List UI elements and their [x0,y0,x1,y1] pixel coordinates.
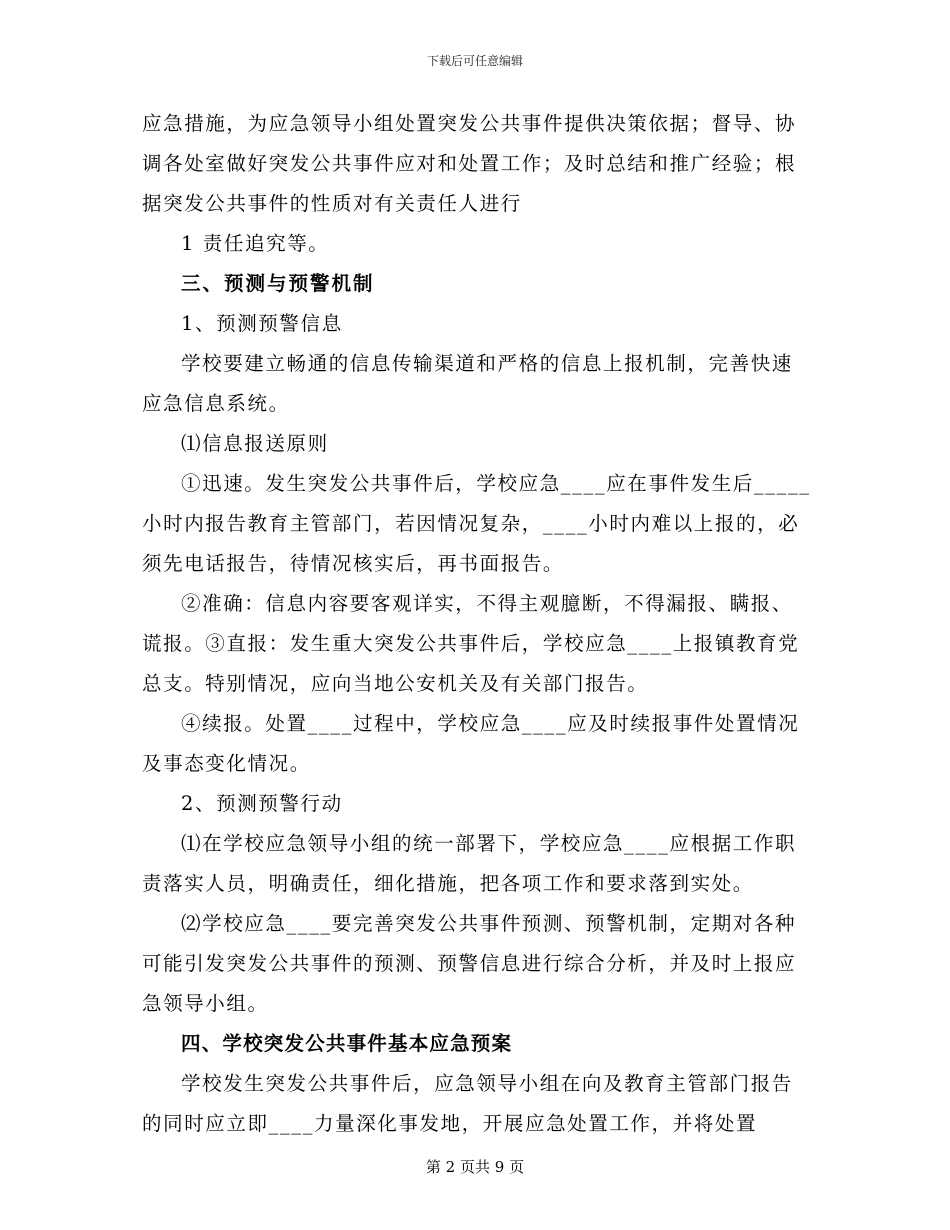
paragraph: 应急措施，为应急领导小组处置突发公共事件提供决策依据；督导、协调各处室做好突发公共事件应对和处置工作；及时总结和推广经验；根据突发公共事件的性质对有关责任人进行 [142,112,797,215]
page-footer: 第 2 页共 9 页 [425,1158,525,1176]
paragraph: 学校发生突发公共事件后，应急领导小组在向及教育主管部门报告的同时应立即____力量深化事发地，开展应急处置工作，并将处置 [142,1072,793,1135]
subsection-heading: 2、预测预警行动 [181,792,343,815]
paragraph: ⑴信息报送原则 [181,432,329,455]
section-heading: 四、学校突发公共事件基本应急预案 [181,1032,513,1055]
document-body [142,104,812,1144]
paragraph: ②准确：信息内容要客观详实，不得主观臆断，不得漏报、瞒报、谎报。③直报：发生重大突发公共事件后，学校应急____上报镇教育党总支。特别情况，应向当地公安机关及有关部门报告。 [142,592,800,695]
section-heading: 三、预测与预警机制 [181,272,375,295]
paragraph: ⑴在学校应急领导小组的统一部署下，学校应急____应根据工作职责落实人员，明确责任，细化措施，把各项工作和要求落到实处。 [142,832,797,895]
paragraph: 学校要建立畅通的信息传输渠道和严格的信息上报机制，完善快速应急信息系统。 [142,352,793,415]
page-header: 下载后可任意编辑 [426,54,523,68]
paragraph: ①迅速。发生突发公共事件后，学校应急____应在事件发生后_____小时内报告教育主管部门，若因情况复杂，____小时内难以上报的，必须先电话报告，待情况核实后，再书面报告。 [142,472,811,575]
subsection-heading: 1、预测预警信息 [181,312,343,335]
paragraph: ⑵学校应急____要完善突发公共事件预测、预警机制，定期对各种可能引发突发公共事件的预测、预警信息进行综合分析，并及时上报应急领导小组。 [142,912,797,1015]
paragraph: ④续报。处置____过程中，学校应急____应及时续报事件处置情况及事态变化情况。 [142,712,800,775]
paragraph: 1 责任追究等。 [181,232,330,255]
